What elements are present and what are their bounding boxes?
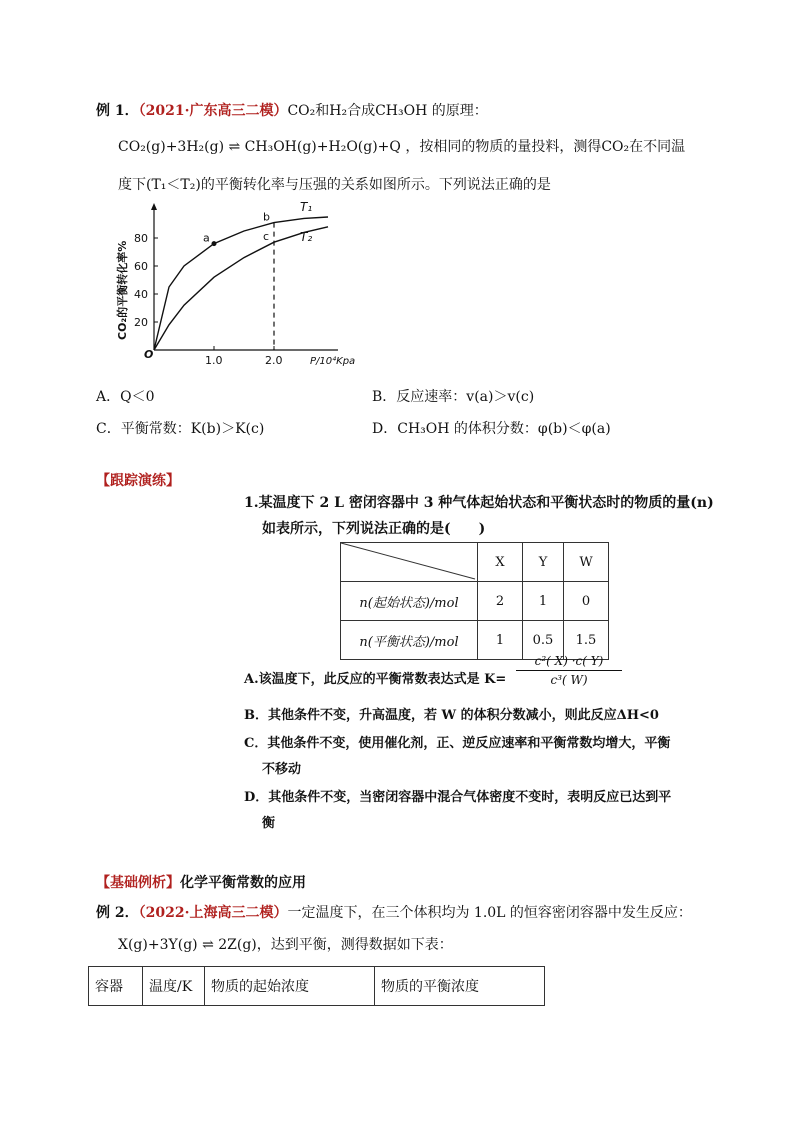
option-key: A． bbox=[96, 389, 121, 405]
y-axis-label: CO₂的平衡转化率% bbox=[116, 240, 129, 340]
option-c-tracking[interactable]: C．其他条件不变，使用催化剂，正、逆反应速率和平衡常数均增大，平衡 bbox=[244, 736, 671, 751]
table-header-x: X bbox=[478, 543, 523, 582]
state-table bbox=[340, 542, 609, 660]
x-axis-label: P/10⁴Kpa bbox=[310, 356, 356, 367]
table-cell: 1.5 bbox=[564, 621, 609, 660]
example2-equation: X(g)+3Y(g) ⇌ 2Z(g)，达到平衡，测得数据如下表： bbox=[118, 937, 453, 953]
option-text: Q＜0 bbox=[120, 389, 155, 405]
option-key: B． bbox=[372, 389, 397, 405]
option-d-tracking[interactable]: D．其他条件不变，当密闭容器中混合气体密度不变时，表明反应已达到平 bbox=[244, 790, 672, 805]
origin-label: O bbox=[144, 348, 154, 361]
option-text: 反应速率：v(a)＞v(c) bbox=[396, 389, 535, 405]
option-text: 平衡常数：K(b)＞K(c) bbox=[120, 421, 265, 437]
option-b[interactable] bbox=[372, 386, 534, 406]
y-tick-label: 60 bbox=[134, 260, 148, 273]
point-label: a bbox=[203, 231, 210, 245]
table-row bbox=[341, 582, 609, 621]
table-header: 物质的平衡浓度 bbox=[375, 967, 545, 1006]
table-corner-cell bbox=[341, 543, 478, 582]
table-cell: 0.5 bbox=[523, 621, 564, 660]
q1-line1: 1.某温度下 2 L 密闭容器中 3 种气体起始状态和平衡状态时的物质的量(n) bbox=[244, 495, 714, 511]
section2-heading bbox=[96, 872, 306, 892]
table-row bbox=[89, 967, 545, 1006]
table-cell: n(平衡状态)/mol bbox=[341, 621, 478, 660]
example-intro: CO₂和H₂合成CH₃OH 的原理： bbox=[287, 103, 488, 119]
equation-line: CO₂(g)+3H₂(g) ⇌ CH₃OH(g)+H₂O(g)+Q ，按相同的物质的量投料，测得CO₂在不同温 bbox=[118, 139, 686, 155]
option-c-continuation: 不移动 bbox=[262, 762, 302, 777]
source-tag: （2022·上海高三二模） bbox=[138, 905, 288, 921]
option-a-tracking[interactable] bbox=[244, 668, 506, 687]
table-header: 物质的起始浓度 bbox=[205, 967, 375, 1006]
option-d-continuation: 衡 bbox=[262, 816, 276, 831]
table-cell: n(起始状态)/mol bbox=[341, 582, 478, 621]
example-intro: 一定温度下，在三个体积均为 1.0L 的恒容密闭容器中发生反应： bbox=[287, 905, 692, 921]
series-line-2 bbox=[154, 227, 328, 350]
fraction-denominator: c³( W) bbox=[550, 673, 588, 687]
series-label: T₂ bbox=[300, 229, 313, 244]
option-text: CH₃OH 的体积分数：φ(b)＜φ(a) bbox=[397, 421, 611, 437]
x-tick-label: 2.0 bbox=[265, 354, 283, 367]
example-label: 例 1． bbox=[96, 103, 139, 119]
y-tick-label: 20 bbox=[134, 316, 148, 329]
tracking-heading: 【跟踪演练】 bbox=[96, 473, 180, 489]
table-header-y: Y bbox=[523, 543, 564, 582]
example2-heading bbox=[96, 902, 692, 922]
series-label: T₁ bbox=[300, 200, 313, 214]
option-c[interactable] bbox=[96, 418, 264, 438]
option-key: D． bbox=[372, 421, 398, 437]
option-key: C． bbox=[96, 421, 121, 437]
example1-heading bbox=[96, 100, 488, 120]
table-cell: 2 bbox=[478, 582, 523, 621]
section2-tag: 【基础例析】 bbox=[96, 875, 180, 891]
table-header-w: W bbox=[564, 543, 609, 582]
table-cell: 1 bbox=[478, 621, 523, 660]
table-cell: 0 bbox=[564, 582, 609, 621]
section2-title: 化学平衡常数的应用 bbox=[180, 875, 306, 891]
point-label: c bbox=[263, 230, 270, 244]
x-tick-label: 1.0 bbox=[205, 354, 223, 367]
source-tag: （2021·广东高三二模） bbox=[138, 103, 288, 119]
example-label: 例 2． bbox=[96, 905, 139, 921]
y-tick-label: 40 bbox=[134, 288, 148, 301]
option-a[interactable] bbox=[96, 386, 155, 406]
y-axis-arrow bbox=[151, 203, 157, 210]
container-table bbox=[88, 966, 545, 1006]
option-d[interactable] bbox=[372, 418, 611, 438]
table-row bbox=[341, 543, 609, 582]
option-b-tracking[interactable]: B．其他条件不变，升高温度，若 W 的体积分数减小，则此反应ΔH<0 bbox=[244, 708, 659, 723]
y-tick-label: 80 bbox=[134, 232, 148, 245]
fraction-numerator: c²( X) ·c( Y) bbox=[516, 654, 622, 671]
option-text: A.该温度下，此反应的平衡常数表达式是 K= bbox=[244, 672, 507, 687]
table-header: 容器 bbox=[89, 967, 143, 1006]
point-marker bbox=[212, 241, 217, 246]
q1-line2: 如表所示，下列说法正确的是( ) bbox=[262, 521, 486, 537]
conversion-pressure-chart bbox=[110, 200, 356, 370]
table-cell: 1 bbox=[523, 582, 564, 621]
point-label: b bbox=[263, 210, 270, 224]
table-header: 温度/K bbox=[143, 967, 205, 1006]
question-line: 度下(T₁＜T₂)的平衡转化率与压强的关系如图所示。下列说法正确的是 bbox=[118, 177, 551, 193]
fraction bbox=[516, 654, 622, 687]
